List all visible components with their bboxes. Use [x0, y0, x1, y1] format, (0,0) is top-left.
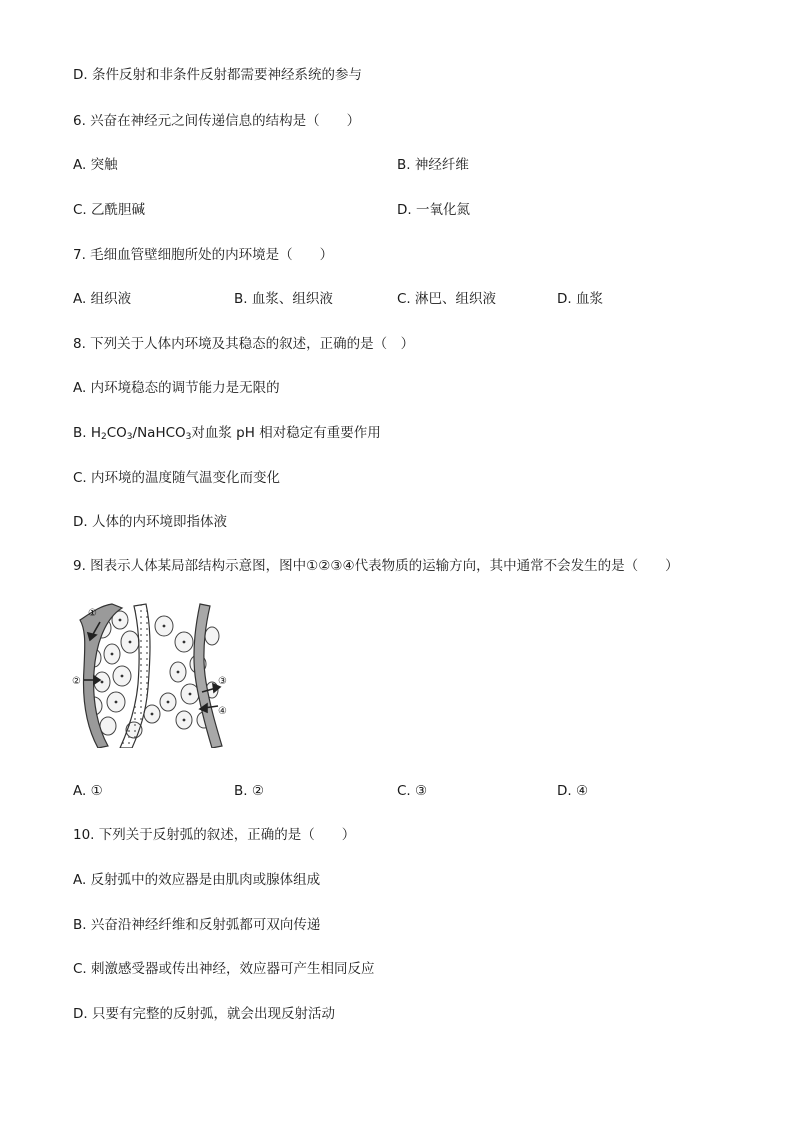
- q8-stem: 8. 下列关于人体内环境及其稳态的叙述，正确的是（ ）: [73, 336, 415, 352]
- q7-option-b: B. 血浆、组织液: [234, 291, 333, 307]
- tissue-diagram: [72, 602, 230, 748]
- figure-label-1: ②: [72, 676, 81, 687]
- q9-option-d: D. ④: [557, 783, 589, 799]
- q5-option-d: D. 条件反射和非条件反射都需要神经系统的参与: [73, 67, 362, 83]
- q10-option-d: D. 只要有完整的反射弧，就会出现反射活动: [73, 1006, 335, 1022]
- figure-label-3: ③: [218, 676, 227, 687]
- q6-option-b: B. 神经纤维: [397, 157, 469, 173]
- q10-stem: 10. 下列关于反射弧的叙述，正确的是（ ）: [73, 827, 356, 843]
- q8-option-b: B. $H_2CO_3/NaHCO_3$对血浆 pH 相对稳定有重要作用: [73, 425, 381, 442]
- q7-option-c: C. 淋巴、组织液: [397, 291, 497, 307]
- q9-option-b: B. ②: [234, 783, 264, 799]
- figure-label-2: ①: [88, 608, 97, 619]
- q6-option-c: C. 乙酰胆碱: [73, 202, 146, 218]
- q7-option-d: D. 血浆: [557, 291, 603, 307]
- q7-option-a: A. 组织液: [73, 291, 132, 307]
- q8-option-d: D. 人体的内环境即指体液: [73, 514, 227, 530]
- q6-stem: 6. 兴奋在神经元之间传递信息的结构是（ ）: [73, 113, 361, 129]
- q7-stem: 7. 毛细血管壁细胞所处的内环境是（ ）: [73, 247, 334, 263]
- q10-option-b: B. 兴奋沿神经纤维和反射弧都可双向传递: [73, 917, 321, 933]
- q8-option-c: C. 内环境的温度随气温变化而变化: [73, 470, 281, 486]
- q6-option-a: A. 突触: [73, 157, 118, 173]
- q8-option-a: A. 内环境稳态的调节能力是无限的: [73, 380, 280, 396]
- q9-option-a: A. ①: [73, 783, 103, 799]
- q9-option-c: C. ③: [397, 783, 428, 799]
- q9-stem: 9. 图表示人体某局部结构示意图，图中①②③④代表物质的运输方向，其中通常不会发生的是（ ）: [73, 558, 679, 574]
- q10-option-a: A. 反射弧中的效应器是由肌肉或腺体组成: [73, 872, 321, 888]
- figure-label-4: ④: [218, 706, 227, 717]
- q6-option-d: D. 一氧化氮: [397, 202, 470, 218]
- q10-option-c: C. 刺激感受器或传出神经，效应器可产生相同反应: [73, 961, 375, 977]
